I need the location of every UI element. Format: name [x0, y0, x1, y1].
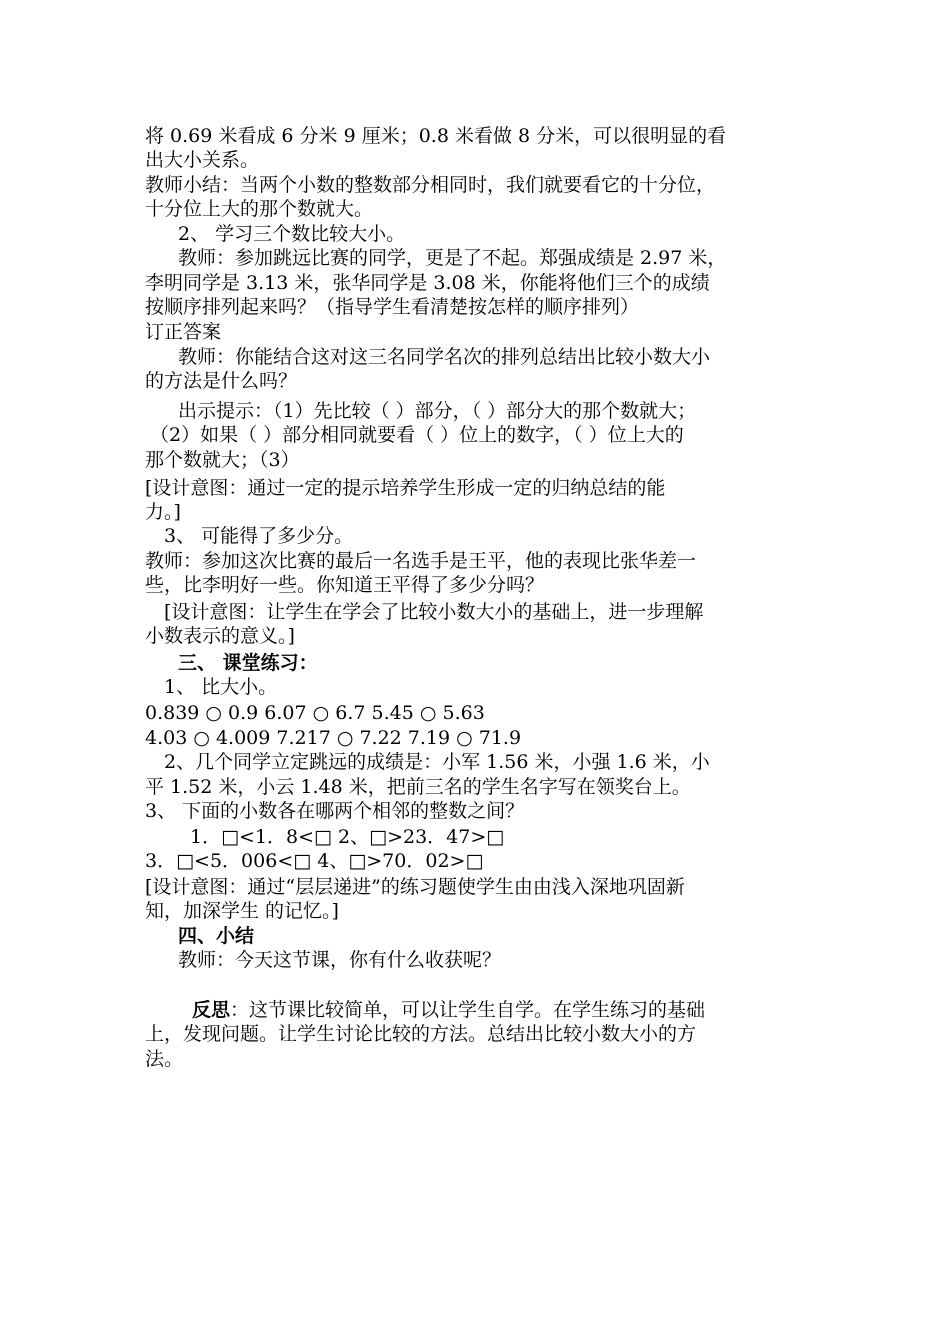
- text-line: 教师：参加这次比赛的最后一名选手是王平，他的表现比张华差一: [145, 550, 697, 572]
- text-line: 的方法是什么吗？: [145, 370, 298, 392]
- text-line: 些，比李明好一些。你知道王平得了多少分吗？: [145, 574, 545, 596]
- design-intent-note: [设计意图：通过“层层递进”的练习题使学生由由浅入深地巩固新: [145, 876, 685, 898]
- design-intent-note: [设计意图：让学生在学会了比较小数大小的基础上，进一步理解: [164, 601, 704, 623]
- design-intent-note: 力。]: [145, 501, 181, 523]
- text-line: 那个数就大；（3）: [145, 449, 300, 471]
- exercise-line: 3、 下面的小数各在哪两个相邻的整数之间？: [145, 800, 525, 822]
- text-line: 法。: [145, 1048, 184, 1070]
- design-intent-note: 知，加深学生 的记忆。]: [145, 900, 339, 922]
- reflection-text: ：这节课比较简单，可以让学生自学。在学生练习的基础: [230, 999, 706, 1021]
- section-heading: 四、小结: [178, 925, 255, 947]
- design-intent-note: [设计意图：通过一定的提示培养学生形成一定的归纳总结的能: [145, 477, 666, 499]
- design-intent-note: 小数表示的意义。]: [145, 625, 295, 647]
- text-line: 按顺序排列起来吗？（指导学生看清楚按怎样的顺序排列）: [145, 296, 640, 318]
- text-line: 出示提示：（1）先比较（ ）部分，（ ）部分大的那个数就大；: [178, 400, 697, 422]
- section-heading: 2、 学习三个数比较大小。: [178, 223, 406, 245]
- exercise-line: 2、几个同学立定跳远的成绩是：小军 1.56 米，小强 1.6 米，小: [164, 751, 710, 773]
- exercise-line: 3．□<5．006<□ 4、□>70．02>□: [145, 850, 484, 872]
- text-line: 教师：参加跳远比赛的同学，更是了不起。郑强成绩是 2.97 米，: [178, 247, 727, 269]
- exercise-line: 平 1.52 米，小云 1.48 米，把前三名的学生名字写在领奖台上。: [145, 776, 691, 798]
- text-line: 出大小关系。: [145, 149, 260, 171]
- text-line: 教师：今天这节课，你有什么收获呢？: [178, 949, 502, 971]
- text-line: 教师小结：当两个小数的整数部分相同时，我们就要看它的十分位，: [145, 174, 716, 196]
- text-line: 十分位上大的那个数就大。: [145, 198, 374, 220]
- section-heading: 三、 课堂练习：: [178, 652, 318, 674]
- text-line: 将 0.69 米看成 6 分米 9 厘米；0.8 米看做 8 分米，可以很明显的看: [145, 125, 727, 147]
- text-line: （2）如果（ ）部分相同就要看（ ）位上的数字，（ ）位上大的: [150, 424, 684, 446]
- text-line: 教师：你能结合这对这三名同学名次的排列总结出比较小数大小: [178, 346, 711, 368]
- section-heading: 1、 比大小。: [164, 676, 278, 698]
- exercise-line: 4.03 ○ 4.009 7.217 ○ 7.22 7.19 ○ 71.9: [145, 727, 522, 749]
- section-heading: 3、 可能得了多少分。: [164, 525, 354, 547]
- reflection-line: [192, 998, 705, 1022]
- exercise-line: 0.839 ○ 0.9 6.07 ○ 6.7 5.45 ○ 5.63: [145, 702, 485, 724]
- text-line: 上，发现问题。让学生讨论比较的方法。总结出比较小数大小的方: [145, 1023, 697, 1045]
- text-line: 订正答案: [145, 321, 222, 343]
- reflection-label: 反思: [192, 999, 231, 1021]
- text-line: 李明同学是 3.13 米，张华同学是 3.08 米，你能将他们三个的成绩: [145, 272, 710, 294]
- exercise-line: 1．□<1．8<□ 2、□>23．47>□: [190, 826, 505, 848]
